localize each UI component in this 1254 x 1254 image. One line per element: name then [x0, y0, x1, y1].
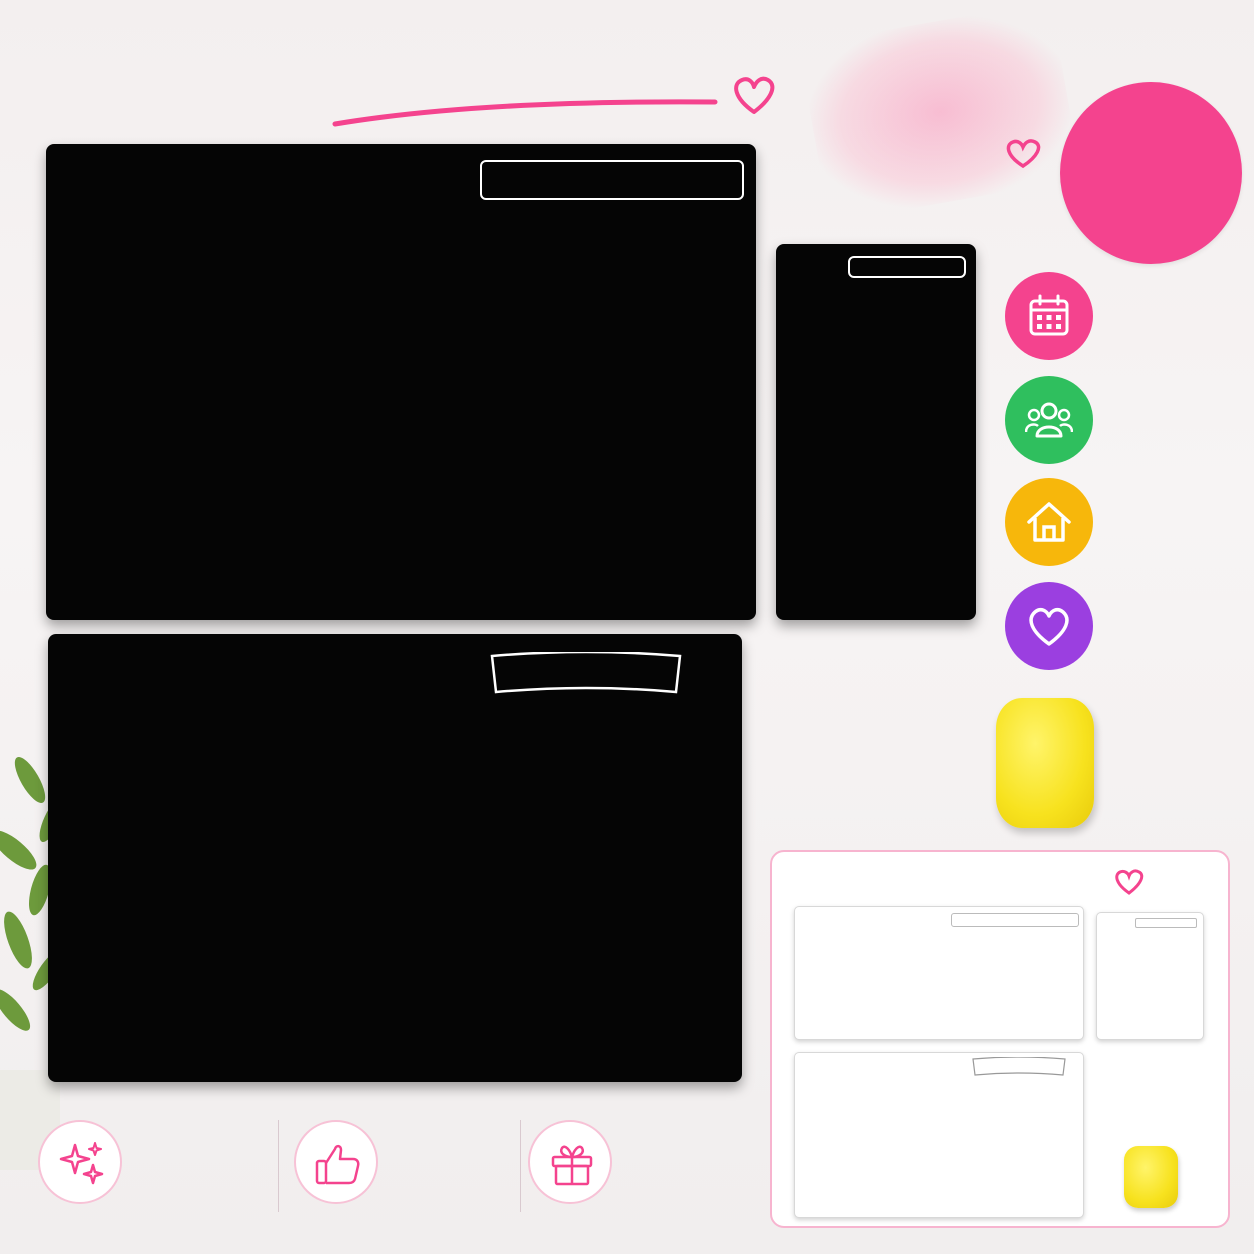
feature-icon-people [1005, 376, 1093, 464]
divider [278, 1120, 279, 1212]
weekly-planner-board [48, 634, 742, 1082]
feature-icon-heart [1005, 582, 1093, 670]
headline [34, 0, 813, 14]
heart-doodle-icon [1002, 134, 1044, 170]
thumbs-up-icon [313, 1139, 363, 1189]
daily-planner-board [776, 244, 976, 620]
underline-swoosh [330, 92, 730, 132]
tagline-brush-splash [798, 1, 1081, 223]
bottom-icon-gift [528, 1120, 612, 1204]
white-eraser [1124, 1146, 1178, 1208]
white-version-panel [770, 850, 1230, 1228]
white-daily-date-box [1135, 918, 1197, 928]
heart-doodle-icon [1112, 866, 1146, 896]
week-banner-box [488, 652, 684, 696]
sparkle-icon [57, 1139, 107, 1189]
bottom-icon-thumbs-up [294, 1120, 378, 1204]
month-name-box [480, 160, 744, 200]
white-weekly-planner [794, 1052, 1084, 1218]
daily-date-box [848, 256, 966, 278]
calendar-icon [1025, 292, 1073, 340]
white-monthly-planner [794, 906, 1084, 1040]
heart-icon [1025, 602, 1073, 650]
people-icon [1025, 396, 1073, 444]
house-icon [1025, 498, 1073, 546]
white-month-box [951, 913, 1079, 927]
feature-icon-calendar [1005, 272, 1093, 360]
divider [520, 1120, 521, 1212]
three-pack-badge [1060, 82, 1242, 264]
heart-doodle-icon [728, 68, 780, 120]
feature-icon-house [1005, 478, 1093, 566]
monthly-planner-board [46, 144, 756, 620]
gift-icon [547, 1139, 597, 1189]
white-daily-planner [1096, 912, 1204, 1040]
white-week-banner [971, 1057, 1067, 1077]
bottom-icon-sparkle [38, 1120, 122, 1204]
magnetic-eraser [996, 698, 1094, 828]
